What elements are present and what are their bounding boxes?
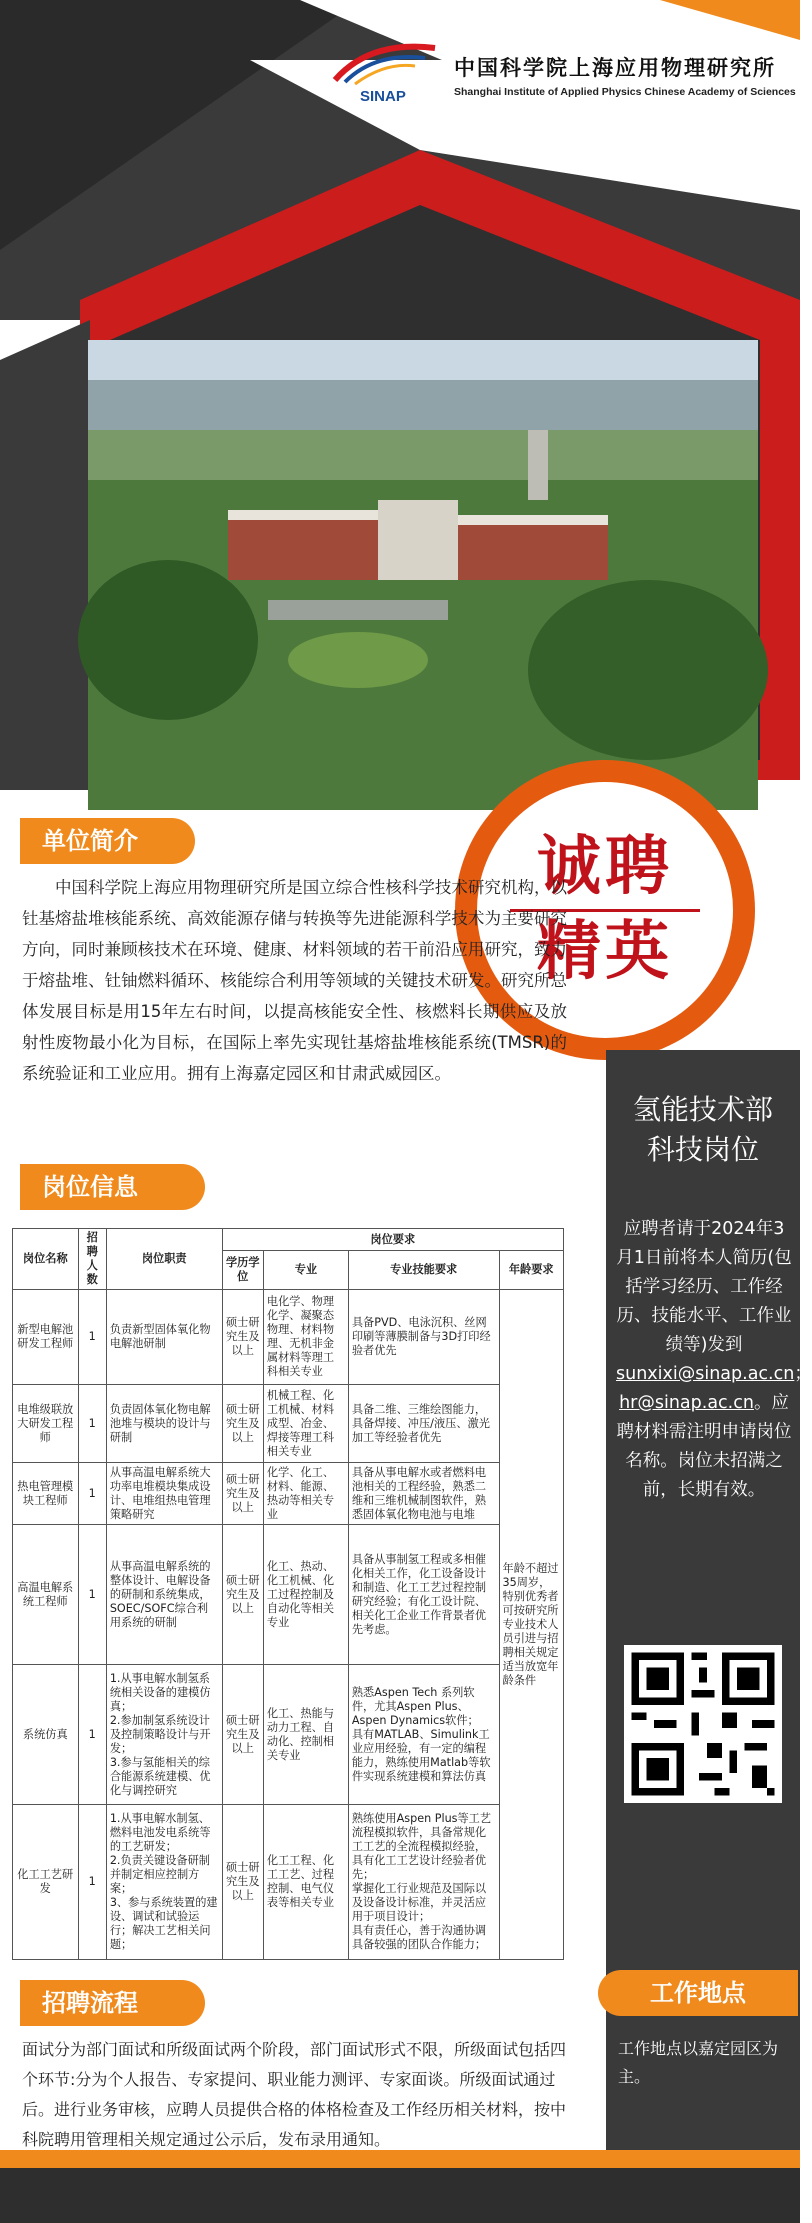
job-education: 硕士研究生及以上 [222, 1463, 263, 1525]
table-row [13, 1463, 564, 1525]
sidebar [606, 1050, 812, 2168]
email-separator: ； [794, 1364, 812, 1384]
job-skills: 熟练使用Aspen Plus等工艺流程模拟软件，具备常规化工工艺的全流程模拟经验，具有化工工艺设计经验者优先； 掌握化工行业规范及国际以及设备设计标准，并灵活应用于项目设计； 具有责任心，善于沟通协调具备较强的团队合作能力； [348, 1805, 499, 1960]
job-major: 化学、化工、材料、能源、热动等相关专业 [263, 1463, 348, 1525]
job-duty: 1.从事电解水制氢、燃料电池发电系统等的工艺研发； 2.负责关键设备研制并制定相应控制方案； 3、参与系统装置的建设、调试和试验运行；解决工艺相关问题； [106, 1805, 222, 1960]
email-link-2[interactable]: hr@sinap.ac.cn [619, 1393, 754, 1413]
job-skills: 具备二维、三维绘图能力，具备焊接、冲压/液压、激光加工等经验者优先 [348, 1385, 499, 1463]
application-instructions [616, 1215, 812, 1505]
job-name: 热电管理模块工程师 [13, 1463, 79, 1525]
header-count: 招聘人数 [78, 1229, 106, 1290]
job-major: 化工工程、化工工艺、过程控制、电气仪表等相关专业 [263, 1805, 348, 1960]
job-count: 1 [78, 1665, 106, 1805]
job-major: 电化学、物理化学、凝聚态物理、材料物理、无机非金属材料等理工科相关专业 [263, 1290, 348, 1385]
sinap-logo-icon [330, 40, 440, 110]
job-duty: 负责固体氧化物电解池堆与模块的设计与研制 [106, 1385, 222, 1463]
apply-text-2: 。应聘材料需注明申请岗位名称。岗位未招满之前，长期有效。 [616, 1393, 792, 1500]
job-skills: 具备PVD、电泳沉积、丝网印刷等薄膜制备与3D打印经验者优先 [348, 1290, 499, 1385]
header-duty: 岗位职责 [106, 1229, 222, 1290]
job-name: 高温电解系统工程师 [13, 1525, 79, 1665]
job-skills: 具备从事制氢工程或多相催化相关工作，化工设备设计和制造、化工工艺过程控制研究经验；有化工设计院、相关化工企业工作背景者优先考虑。 [348, 1525, 499, 1665]
qr-code-icon[interactable] [624, 1645, 782, 1803]
job-skills: 具备从事电解水或者燃料电池相关的工程经验，熟悉二维和三维机械制图软件，熟悉固体氧化物电池与电堆 [348, 1463, 499, 1525]
job-duty: 负责新型固体氧化物电解池研制 [106, 1290, 222, 1385]
job-count: 1 [78, 1805, 106, 1960]
institute-logo [330, 40, 796, 110]
jobs-section-title: 岗位信息 [20, 1164, 205, 1210]
job-count: 1 [78, 1525, 106, 1665]
header-name: 岗位名称 [13, 1229, 79, 1290]
job-duty: 从事高温电解系统的整体设计、电解设备的研制和系统集成，SOEC/SOFC综合利用系统的研制 [106, 1525, 222, 1665]
job-count: 1 [78, 1385, 106, 1463]
footer-band [0, 2168, 800, 2223]
job-name: 电堆级联放大研发工程师 [13, 1385, 79, 1463]
job-name: 新型电解池研发工程师 [13, 1290, 79, 1385]
job-major: 化工、热动、化工机械、化工过程控制及自动化等相关专业 [263, 1525, 348, 1665]
job-age: 年龄不超过35周岁，特别优秀者可按研究所专业技术人员引进与招聘相关规定适当放宽年龄条件 [499, 1290, 564, 1960]
header-requirements: 岗位要求 [222, 1229, 563, 1251]
institute-name-cn: 中国科学院上海应用物理研究所 [454, 55, 776, 80]
location-text: 工作地点以嘉定园区为主。 [618, 2039, 779, 2086]
intro-section-title: 单位简介 [20, 818, 195, 864]
email-link-1[interactable]: sunxixi@sinap.ac.cn [616, 1364, 795, 1384]
apply-text-1: 应聘者请于2024年3月1日前将本人简历(包括学习经历、工作经历、技能水平、工作业绩等)发到 [616, 1219, 792, 1355]
logo-abbreviation: SINAP [360, 88, 406, 105]
job-count: 1 [78, 1463, 106, 1525]
table-row [13, 1525, 564, 1665]
intro-text: 中国科学院上海应用物理研究所是国立综合性核科学技术研究机构，以钍基熔盐堆核能系统、高效能源存储与转换等先进能源科学技术为主要研究方向，同时兼顾核技术在环境、健康、材料领域的若干前沿应用研究，致力于熔盐堆、钍铀燃料循环、核能综合利用等领域的关键技术研发。研究所总体发展目标是用15年左右时间，以提高核能安全性、核燃料长期供应及放射性废物最小化为目标，在国际上率先实现钍基熔盐堆核能系统(TMSR)的系统验证和工业应用。拥有上海嘉定园区和甘肃武威园区。 [22, 878, 567, 1083]
job-count: 1 [78, 1290, 106, 1385]
table-row [13, 1385, 564, 1463]
header-age: 年龄要求 [499, 1251, 564, 1290]
job-education: 硕士研究生及以上 [222, 1385, 263, 1463]
job-education: 硕士研究生及以上 [222, 1525, 263, 1665]
table-header-row [13, 1229, 564, 1251]
job-education: 硕士研究生及以上 [222, 1665, 263, 1805]
job-name: 系统仿真 [13, 1665, 79, 1805]
table-row [13, 1805, 564, 1960]
process-text: 面试分为部门面试和所级面试两个阶段，部门面试形式不限，所级面试包括四个环节:分为个人报告、专家提问、职业能力测评、专家面谈。所级面试通过后。进行业务审核，应聘人员提供合格的体格检查及工作经历相关材料，按中科院聘用管理相关规定通过公示后，发布录用通知。 [22, 2040, 567, 2149]
footer-accent [0, 2150, 800, 2168]
job-name: 化工工艺研发 [13, 1805, 79, 1960]
job-education: 硕士研究生及以上 [222, 1290, 263, 1385]
job-duty: 从事高温电解系统大功率电堆模块集成设计、电堆组热电管理策略研究 [106, 1463, 222, 1525]
department-name: 氢能技术部 [632, 1093, 773, 1126]
job-table [12, 1228, 564, 1960]
job-education: 硕士研究生及以上 [222, 1805, 263, 1960]
slogan-line-2: 精英 [537, 914, 673, 989]
job-duty: 1.从事电解水制氢系统相关设备的建模仿真； 2.参加制氢系统设计及控制策略设计与开发； 3.参与氢能相关的综合能源系统建模、优化与调控研究 [106, 1665, 222, 1805]
campus-photo [88, 340, 758, 810]
sidebar-heading [606, 1090, 800, 1170]
slogan-line-1: 诚聘 [537, 829, 673, 904]
table-row [13, 1290, 564, 1385]
process-section-title: 招聘流程 [20, 1980, 205, 2026]
job-major: 机械工程、化工机械、材料成型、冶金、焊接等理工科相关专业 [263, 1385, 348, 1463]
institute-name-en: Shanghai Institute of Applied Physics Chinese Academy of Sciences [454, 86, 796, 98]
header-education: 学历学位 [222, 1251, 263, 1290]
position-type: 科技岗位 [646, 1133, 759, 1166]
job-major: 化工、热能与动力工程、自动化、控制相关专业 [263, 1665, 348, 1805]
header-skills: 专业技能要求 [348, 1251, 499, 1290]
location-section-title: 工作地点 [598, 1970, 798, 2016]
table-row [13, 1665, 564, 1805]
header-major: 专业 [263, 1251, 348, 1290]
job-skills: 熟悉Aspen Tech 系列软件，尤其Aspen Plus、Aspen Dynamics软件； 具有MATLAB、Simulink工业应用经验，有一定的编程能力，熟练使用Matlab等软件实现系统建模和算法仿真 [348, 1665, 499, 1805]
